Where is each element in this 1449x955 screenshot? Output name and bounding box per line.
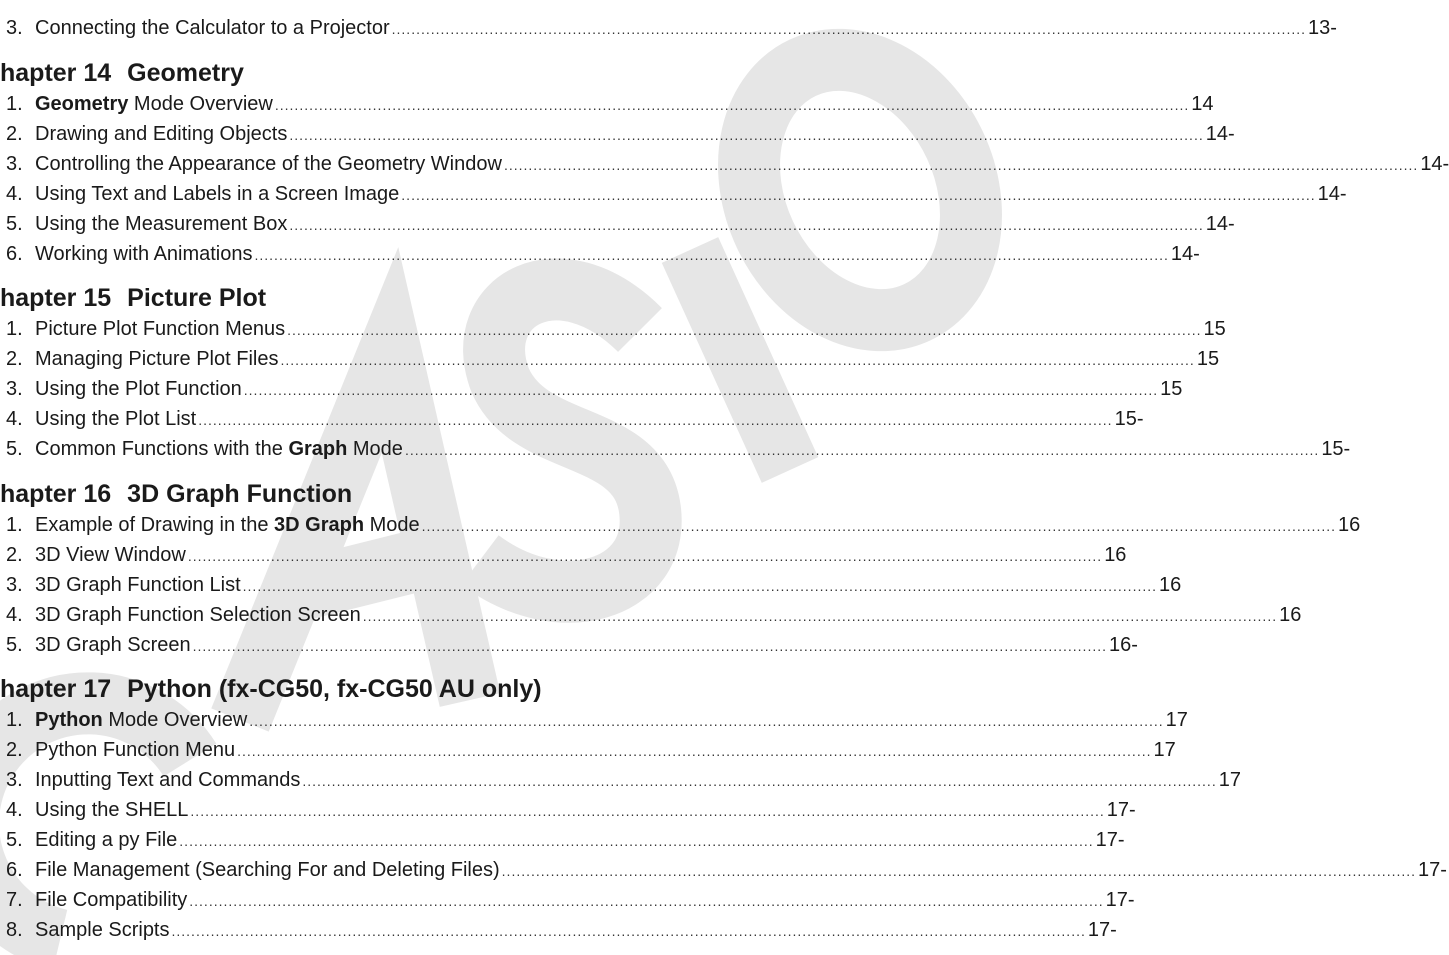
entry-title bbox=[35, 314, 285, 344]
entry-page: 14- bbox=[1170, 243, 1200, 265]
chapter-heading[interactable] bbox=[0, 283, 266, 313]
entry-title-text: Editing a py File bbox=[35, 829, 178, 851]
entry-page: 14- bbox=[1420, 153, 1449, 175]
dot-leader: ........................................................................................................................................................................................... bbox=[192, 638, 1108, 654]
entry-title-bold: 3D Graph bbox=[274, 514, 365, 536]
entry-title bbox=[35, 434, 403, 464]
entry-number: 4. bbox=[6, 799, 23, 821]
entry-title-text: Drawing and Editing Objects bbox=[35, 123, 288, 145]
entry-number: 5. bbox=[6, 213, 23, 235]
entry-title-text: 3D Graph Function Selection Screen bbox=[35, 604, 361, 626]
toc-entry[interactable] bbox=[6, 705, 1188, 735]
entry-number: 3. bbox=[6, 574, 23, 596]
entry-title-text: Using the Plot List bbox=[35, 408, 197, 430]
dot-leader: ........................................................................................................................................................................................... bbox=[242, 578, 1158, 594]
entry-number: 5. bbox=[6, 438, 23, 460]
entry-title bbox=[35, 885, 187, 915]
toc-entry[interactable] bbox=[6, 374, 1183, 404]
entry-number: 3. bbox=[6, 378, 23, 400]
entry-title bbox=[35, 404, 196, 434]
dot-leader: ........................................................................................................................................................................................... bbox=[189, 893, 1104, 909]
entry-title bbox=[35, 765, 300, 795]
toc-entry[interactable] bbox=[6, 510, 1361, 540]
chapter-name: Geometry bbox=[127, 59, 244, 87]
entry-title bbox=[35, 855, 500, 885]
toc-entry[interactable] bbox=[6, 119, 1235, 149]
entry-title-text: Mode Overview bbox=[102, 709, 248, 731]
entry-page: 16- bbox=[1109, 634, 1138, 656]
entry-title-text: Using the Measurement Box bbox=[35, 213, 288, 235]
toc-entry[interactable] bbox=[6, 540, 1127, 570]
entry-title bbox=[35, 825, 177, 855]
toc-entry[interactable] bbox=[6, 885, 1135, 915]
entry-number: 3. bbox=[6, 17, 23, 39]
dot-leader: ........................................................................................................................................................................................... bbox=[179, 833, 1094, 849]
entry-title-text: Python Function Menu bbox=[35, 739, 236, 761]
entry-number: 2. bbox=[6, 739, 23, 761]
dot-leader: ........................................................................................................................................................................................... bbox=[362, 608, 1278, 624]
toc-entry[interactable] bbox=[6, 89, 1214, 119]
entry-page: 17- bbox=[1418, 859, 1447, 881]
entry-page: 14- bbox=[1205, 123, 1235, 145]
entry-page: 17 bbox=[1153, 739, 1176, 761]
dot-leader: ........................................................................................................................................................................................... bbox=[190, 803, 1105, 819]
toc-entry[interactable] bbox=[6, 735, 1176, 765]
entry-number: 8. bbox=[6, 919, 23, 941]
entry-title-text: 3D Graph Function List bbox=[35, 574, 241, 596]
toc-entry[interactable] bbox=[6, 630, 1138, 660]
entry-title-text: Picture Plot Function Menus bbox=[35, 318, 286, 340]
toc-entry[interactable] bbox=[6, 765, 1241, 795]
toc-entry[interactable] bbox=[6, 434, 1351, 464]
entry-title-bold: Graph bbox=[288, 438, 348, 460]
entry-page: 16 bbox=[1279, 604, 1302, 626]
entry-title bbox=[35, 540, 186, 570]
entry-page: 17 bbox=[1165, 709, 1188, 731]
entry-title: Connecting the Calculator to a Projector bbox=[35, 17, 390, 39]
entry-page: 13- bbox=[1308, 17, 1337, 39]
entry-title bbox=[35, 735, 235, 765]
entry-title-text: Inputting Text and Commands bbox=[35, 769, 301, 791]
entry-number: 7. bbox=[6, 889, 23, 911]
entry-page: 17 bbox=[1218, 769, 1241, 791]
chapter-label: hapter 17 bbox=[0, 675, 112, 703]
entry-title bbox=[35, 795, 188, 825]
entry-title-text: Working with Animations bbox=[35, 243, 253, 265]
dot-leader: ........................................................................................................................................................................................... bbox=[198, 412, 1113, 428]
toc-entry[interactable] bbox=[6, 855, 1447, 885]
toc-entry[interactable] bbox=[6, 179, 1347, 209]
entry-number: 6. bbox=[6, 859, 23, 881]
entry-page: 17- bbox=[1087, 919, 1117, 941]
entry-title bbox=[35, 209, 287, 239]
entry-number: 2. bbox=[6, 544, 23, 566]
chapter-heading[interactable] bbox=[0, 674, 542, 704]
chapter-heading[interactable] bbox=[0, 58, 244, 88]
entry-number: 2. bbox=[6, 348, 23, 370]
entry-title-text: File Compatibility bbox=[35, 889, 188, 911]
entry-title-text: Mode bbox=[347, 438, 403, 460]
toc-entry[interactable] bbox=[6, 825, 1125, 855]
entry-title-text: Using the Plot Function bbox=[35, 378, 242, 400]
toc-entry[interactable] bbox=[6, 600, 1302, 630]
entry-title bbox=[35, 89, 273, 119]
chapter-name: Python (fx-CG50, fx-CG50 AU only) bbox=[127, 675, 542, 703]
entry-title-text: Controlling the Appearance of the Geometry Window bbox=[35, 153, 502, 175]
entry-number: 3. bbox=[6, 769, 23, 791]
entry-page: 14 bbox=[1191, 93, 1214, 115]
entry-title-text: File Management (Searching For and Deleting Files) bbox=[35, 859, 500, 881]
dot-leader: ........................................................................................................................................................................................... bbox=[187, 548, 1103, 564]
dot-leader: ........................................................................................................................................................................................... bbox=[237, 743, 1152, 759]
entry-title bbox=[35, 239, 253, 269]
toc-entry[interactable] bbox=[6, 314, 1226, 344]
entry-page: 16 bbox=[1104, 544, 1127, 566]
entry-title bbox=[35, 705, 247, 735]
dot-leader: ........................................................................................................................................................................................... bbox=[404, 442, 1320, 458]
entry-page: 17- bbox=[1105, 889, 1135, 911]
toc-entry[interactable] bbox=[6, 13, 1337, 43]
chapter-name: Picture Plot bbox=[127, 284, 267, 312]
dot-leader: ........................................................................................................................................................................................... bbox=[171, 923, 1086, 939]
entry-title-text: 3D View Window bbox=[35, 544, 186, 566]
entry-title bbox=[35, 510, 420, 540]
dot-leader: ........................................................................................................................................................................................... bbox=[280, 352, 1195, 368]
entry-page: 14- bbox=[1317, 183, 1347, 205]
entry-title-text: 3D Graph Screen bbox=[35, 634, 191, 656]
dot-leader: ........................................................................................................................................................................................... bbox=[391, 21, 1307, 37]
entry-title-text: Common Functions with the bbox=[35, 438, 289, 460]
entry-title bbox=[35, 119, 287, 149]
entry-title-bold: Python bbox=[35, 709, 103, 731]
entry-page: 15 bbox=[1203, 318, 1226, 340]
dot-leader: ........................................................................................................................................................................................... bbox=[401, 187, 1316, 203]
entry-title-text: Example of Drawing in the bbox=[35, 514, 275, 536]
entry-title bbox=[35, 374, 242, 404]
entry-number: 4. bbox=[6, 408, 23, 430]
entry-page: 15- bbox=[1321, 438, 1351, 460]
chapter-label: hapter 15 bbox=[0, 284, 112, 312]
toc-entry[interactable] bbox=[6, 795, 1136, 825]
entry-number: 2. bbox=[6, 123, 23, 145]
entry-number: 1. bbox=[6, 709, 23, 731]
dot-leader: ........................................................................................................................................................................................... bbox=[421, 518, 1337, 534]
entry-page: 16 bbox=[1338, 514, 1361, 536]
dot-leader: ........................................................................................................................................................................................... bbox=[287, 322, 1202, 338]
toc-entry[interactable] bbox=[6, 570, 1182, 600]
entry-title bbox=[35, 915, 170, 945]
dot-leader: ........................................................................................................................................................................................... bbox=[289, 217, 1204, 233]
dot-leader: ........................................................................................................................................................................................... bbox=[503, 157, 1419, 173]
entry-number: 5. bbox=[6, 634, 23, 656]
entry-title-text: Managing Picture Plot Files bbox=[35, 348, 279, 370]
dot-leader: ........................................................................................................................................................................................... bbox=[302, 773, 1217, 789]
entry-title-text: Using Text and Labels in a Screen Image bbox=[35, 183, 400, 205]
entry-page: 17- bbox=[1095, 829, 1125, 851]
entry-title bbox=[35, 630, 191, 660]
dot-leader: ........................................................................................................................................................................................... bbox=[243, 382, 1159, 398]
chapter-label: hapter 16 bbox=[0, 480, 112, 508]
entry-title bbox=[35, 179, 399, 209]
entry-title bbox=[35, 600, 361, 630]
entry-number: 4. bbox=[6, 183, 23, 205]
dot-leader: ........................................................................................................................................................................................... bbox=[501, 863, 1417, 879]
entry-page: 15 bbox=[1196, 348, 1220, 370]
entry-number: 6. bbox=[6, 243, 23, 265]
dot-leader: ........................................................................................................................................................................................... bbox=[289, 127, 1204, 143]
entry-title-text: Mode bbox=[364, 514, 420, 536]
entry-page: 15- bbox=[1114, 408, 1144, 430]
entry-number: 3. bbox=[6, 153, 23, 175]
entry-page: 15 bbox=[1160, 378, 1183, 400]
chapter-name: 3D Graph Function bbox=[127, 480, 353, 508]
toc-entry[interactable] bbox=[6, 915, 1117, 945]
chapter-label: hapter 14 bbox=[0, 59, 112, 87]
dot-leader: ........................................................................................................................................................................................... bbox=[249, 713, 1164, 729]
toc-entry[interactable] bbox=[6, 239, 1200, 269]
entry-page: 17- bbox=[1106, 799, 1136, 821]
entry-title bbox=[35, 149, 502, 179]
entry-number: 1. bbox=[6, 318, 23, 340]
entry-title bbox=[35, 570, 241, 600]
dot-leader: ........................................................................................................................................................................................... bbox=[274, 97, 1190, 113]
entry-number: 5. bbox=[6, 829, 23, 851]
entry-title-text: Mode Overview bbox=[128, 93, 273, 115]
entry-number: 1. bbox=[6, 93, 23, 115]
entry-page: 16 bbox=[1159, 574, 1182, 596]
entry-number: 1. bbox=[6, 514, 23, 536]
entry-title-bold: Geometry bbox=[35, 93, 129, 115]
toc-entry[interactable] bbox=[6, 404, 1144, 434]
chapter-heading[interactable] bbox=[0, 479, 352, 509]
entry-title-text: Sample Scripts bbox=[35, 919, 170, 941]
toc-entry[interactable] bbox=[6, 344, 1220, 374]
toc-entry[interactable] bbox=[6, 209, 1235, 239]
entry-number: 4. bbox=[6, 604, 23, 626]
entry-page: 14- bbox=[1205, 213, 1235, 235]
entry-title-text: Using the SHELL bbox=[35, 799, 189, 821]
toc-entry[interactable] bbox=[6, 149, 1449, 179]
entry-title bbox=[35, 344, 278, 374]
dot-leader: ........................................................................................................................................................................................... bbox=[254, 247, 1169, 263]
